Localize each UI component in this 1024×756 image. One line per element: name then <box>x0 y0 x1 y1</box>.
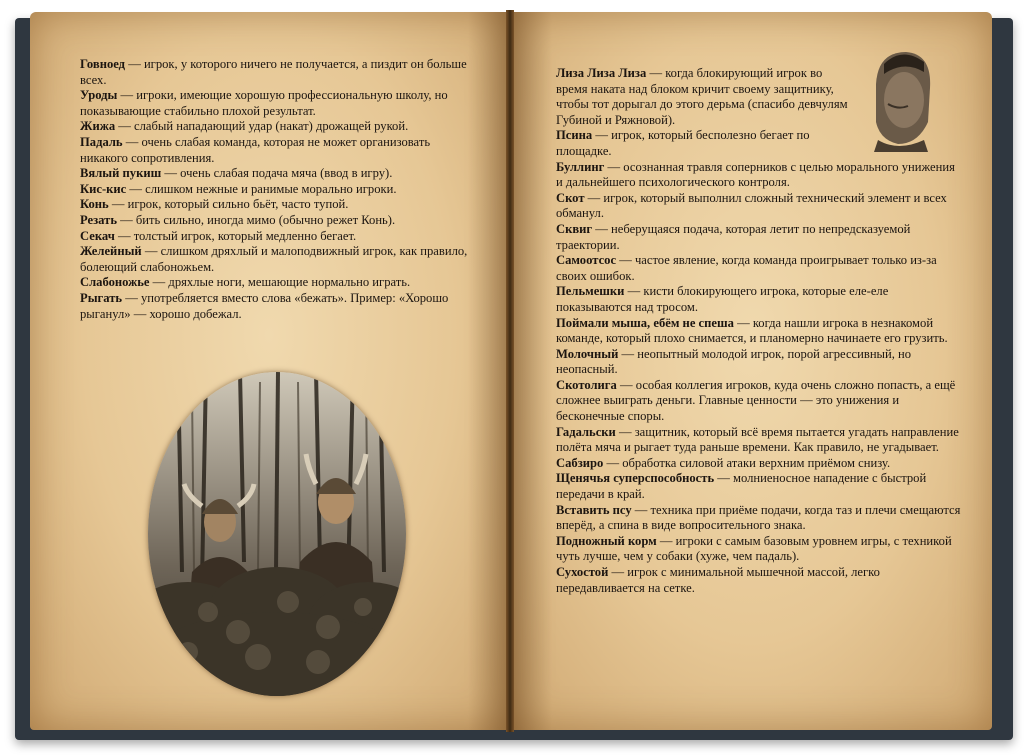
glossary-entry: Желейный — слишком дряхлый и малоподвижный игрок, как правило, болеющий слабоножьем. <box>80 244 468 274</box>
oval-photo <box>148 372 406 696</box>
glossary-entry: Конь — игрок, который сильно бьёт, часто тупой. <box>80 197 349 212</box>
glossary-entry: Сквиг — неберущаяся подача, которая летит по непредсказуемой траектории. <box>556 221 911 252</box>
glossary-entry: Молочный — неопытный молодой игрок, порой агрессивный, но неопасный. <box>556 346 912 377</box>
portrait-illustration <box>858 44 940 152</box>
glossary-entry: Скотолига — особая коллегия игроков, куда очень сложно попасть, а ещё сложнее выиграть деньги. Главные ценности — это унижения и бесконечные споры. <box>556 377 956 424</box>
glossary-entry: Секач — толстый игрок, который медленно бегает. <box>80 228 357 243</box>
glossary-entry: Щенячья суперспособность — молниеносное нападение с быстрой передачи в край. <box>556 471 927 502</box>
glossary-entry: Псина — игрок, который бесполезно бегает по площадке. <box>556 128 810 158</box>
glossary-entry: Сабзиро — обработка силовой атаки верхним приёмом снизу. <box>556 455 891 470</box>
glossary-entry: Кис-кис — слишком нежные и ранимые морально игроки. <box>80 181 397 196</box>
glossary-entry: Вялый пукиш — очень слабая подача мяча (ввод в игру). <box>80 166 393 181</box>
glossary-entry: Буллинг — осознанная травля соперников с целью морального унижения и дальнейшего психологического контроля. <box>556 159 955 190</box>
forest-photo-illustration <box>148 372 406 696</box>
glossary-entry: Поймали мыша, ебём не спеша — когда нашли игрока в незнакомой команде, который плохо снимается, и планомерно начинаете его грузить. <box>556 315 948 346</box>
glossary-entry: Подножный корм — игроки с самым базовым уровнем игры, с техникой чуть лучше, чем у собаки (хуже, чем падаль). <box>556 533 952 564</box>
glossary-entry: Уроды — игроки, имеющие хорошую профессиональную школу, но показывающие стабильно плохой результат. <box>80 88 448 118</box>
glossary-entry: Падаль — очень слабая команда, которая не может организовать никакого сопротивления. <box>80 134 431 165</box>
glossary-entry: Слабоножье — дряхлые ноги, мешающие нормально играть. <box>80 275 411 290</box>
glossary-entry: Гадальски — защитник, который всё время пытается угадать направление полёта мяча и рыгает туда раньше времени. Как правило, не угадывает. <box>556 424 959 455</box>
glossary-entry: Сухостой — игрок с минимальной мышечной массой, легко передавливается на сетке. <box>556 565 880 595</box>
glossary-entry: Жижа — слабый нападающий удар (накат) дрожащей рукой. <box>80 119 409 134</box>
book-spine <box>506 10 514 732</box>
portrait-photo <box>858 44 940 152</box>
glossary-entry: Пельмешки — кисти блокирующего игрока, которые еле-еле показываются над тросом. <box>556 284 889 314</box>
glossary-entry: Самоотсос — частое явление, когда команда проигрывает только из-за своих ошибок. <box>556 253 937 283</box>
glossary-entry: Лиза Лиза Лиза — когда блокирующий игрок во время наката над блоком кричит своему защитнику, чтобы тот дорыгал до этого дерьма (спасибо девчулям Губиной и Ряжновой). <box>556 66 848 127</box>
glossary-entry: Вставить псу — техника при приёме подачи, когда таз и плечи смещаются вперёд, а спина в виде вопросительного знака. <box>556 502 961 533</box>
glossary-entry: Резать — бить сильно, иногда мимо (обычно режет Конь). <box>80 212 396 227</box>
glossary-entry: Говноед — игрок, у которого ничего не получается, а пиздит он больше всех. <box>80 57 467 87</box>
left-glossary <box>80 57 478 322</box>
glossary-entry: Рыгать — употребляется вместо слова «бежать». Пример: «Хорошо рыганул» — хорошо добежал. <box>80 290 449 321</box>
glossary-entry: Скот — игрок, который выполнил сложный технический элемент и всех обманул. <box>556 190 947 221</box>
